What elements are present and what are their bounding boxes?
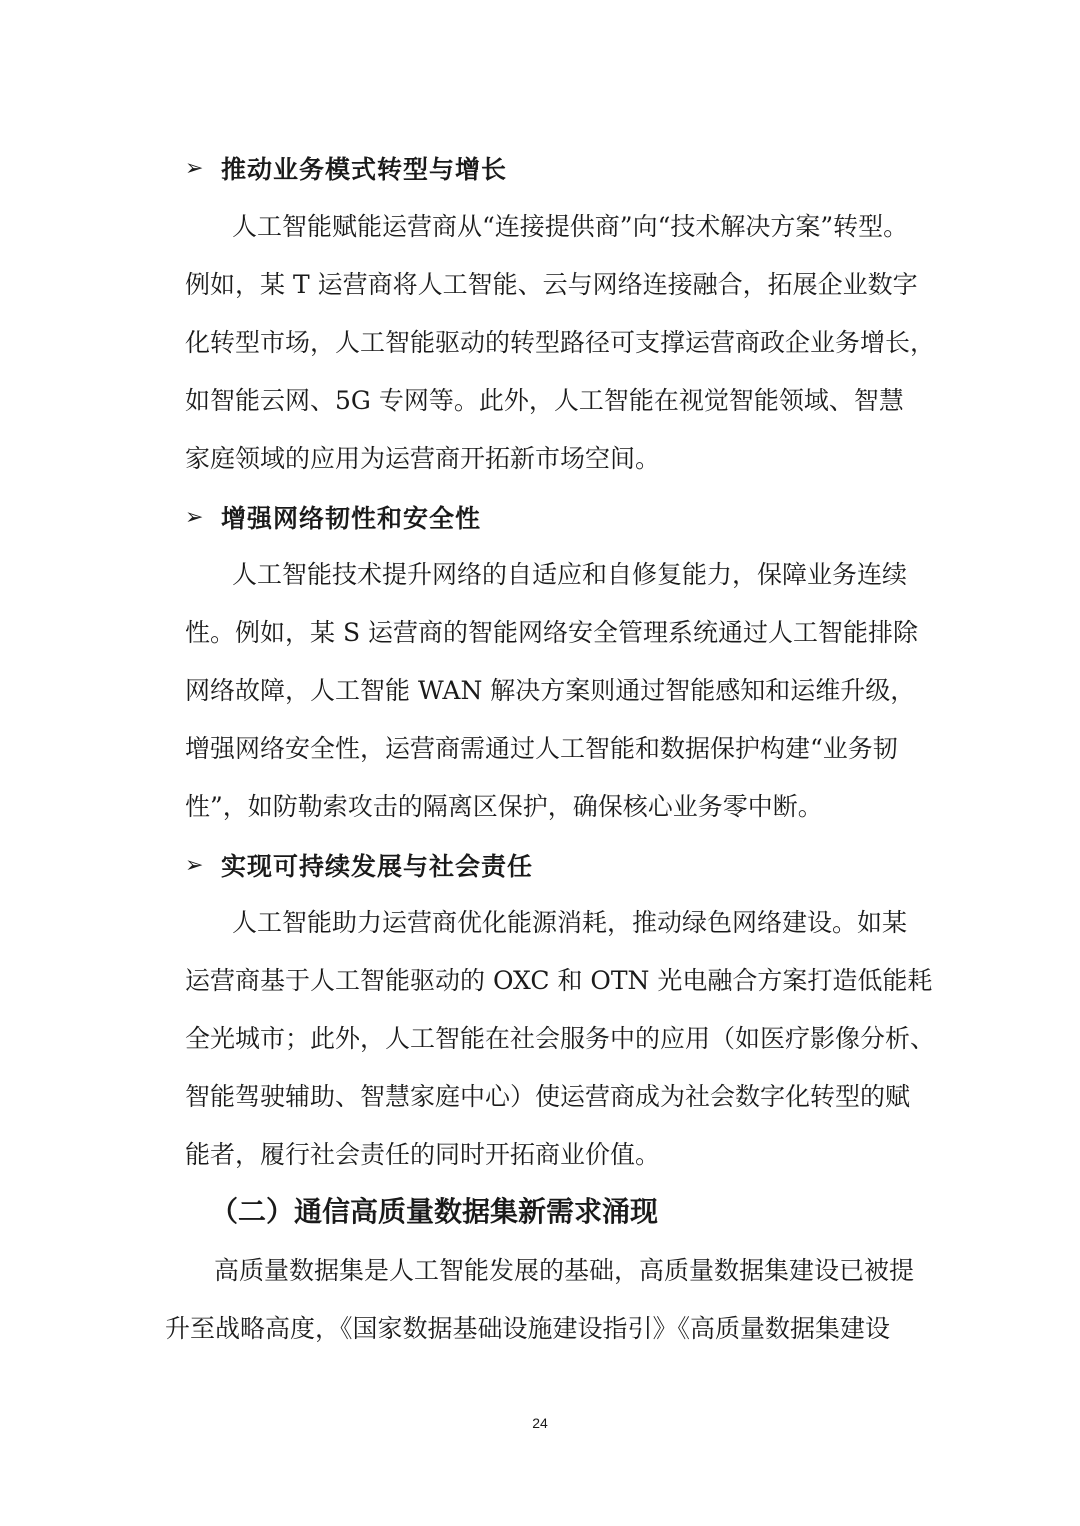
paragraph-line: 家庭领域的应用为运营商开拓新市场空间。 [185,444,661,473]
arrow-bullet-icon: ➢ [185,852,205,878]
paragraph-line: 升至战略高度，《国家数据基础设施建设指引》《高质量数据集建设 [165,1314,891,1343]
heading-text: 实现可持续发展与社会责任 [221,852,534,881]
paragraph-line: 网络故障，人工智能 WAN 解决方案则通过智能感知和运维升级， [185,676,916,705]
heading-text: 推动业务模式转型与增长 [221,155,508,184]
paragraph-line: 人工智能技术提升网络的自适应和自修复能力，保障业务连续 [232,560,908,589]
bullet-heading-1 [185,148,507,188]
heading-text: 增强网络韧性和安全性 [221,504,482,533]
paragraph-line: 全光城市；此外，人工智能在社会服务中的应用（如医疗影像分析、 [185,1024,936,1053]
paragraph-line: 化转型市场，人工智能驱动的转型路径可支撑运营商政企业务增长， [185,328,936,357]
paragraph-line: 人工智能助力运营商优化能源消耗，推动绿色网络建设。如某 [232,908,908,937]
bullet-heading-2 [185,497,481,537]
paragraph-line: 能者，履行社会责任的同时开拓商业价值。 [185,1140,661,1169]
paragraph-line: 运营商基于人工智能驱动的 OXC 和 OTN 光电融合方案打造低能耗 [185,966,933,995]
paragraph-line: 性。例如，某 S 运营商的智能网络安全管理系统通过人工智能排除 [185,618,919,647]
paragraph-line: 智能驾驶辅助、智慧家庭中心）使运营商成为社会数字化转型的赋 [185,1082,911,1111]
arrow-bullet-icon: ➢ [185,155,205,181]
paragraph-line: 性”，如防勒索攻击的隔离区保护，确保核心业务零中断。 [185,792,823,821]
paragraph-line: 高质量数据集是人工智能发展的基础，高质量数据集建设已被提 [214,1256,915,1285]
paragraph-line: 例如，某 T 运营商将人工智能、云与网络连接融合，拓展企业数字 [185,270,918,299]
paragraph-line: 人工智能赋能运营商从“连接提供商”向“技术解决方案”转型。 [232,212,909,241]
section-heading: （二）通信高质量数据集新需求涌现 [210,1195,659,1228]
arrow-bullet-icon: ➢ [185,504,205,530]
page-number: 24 [532,1415,548,1431]
paragraph-line: 增强网络安全性，运营商需通过人工智能和数据保护构建“业务韧 [185,734,898,763]
paragraph-line: 如智能云网、5G 专网等。此外，人工智能在视觉智能领域、智慧 [185,386,904,415]
bullet-heading-3 [185,845,533,885]
